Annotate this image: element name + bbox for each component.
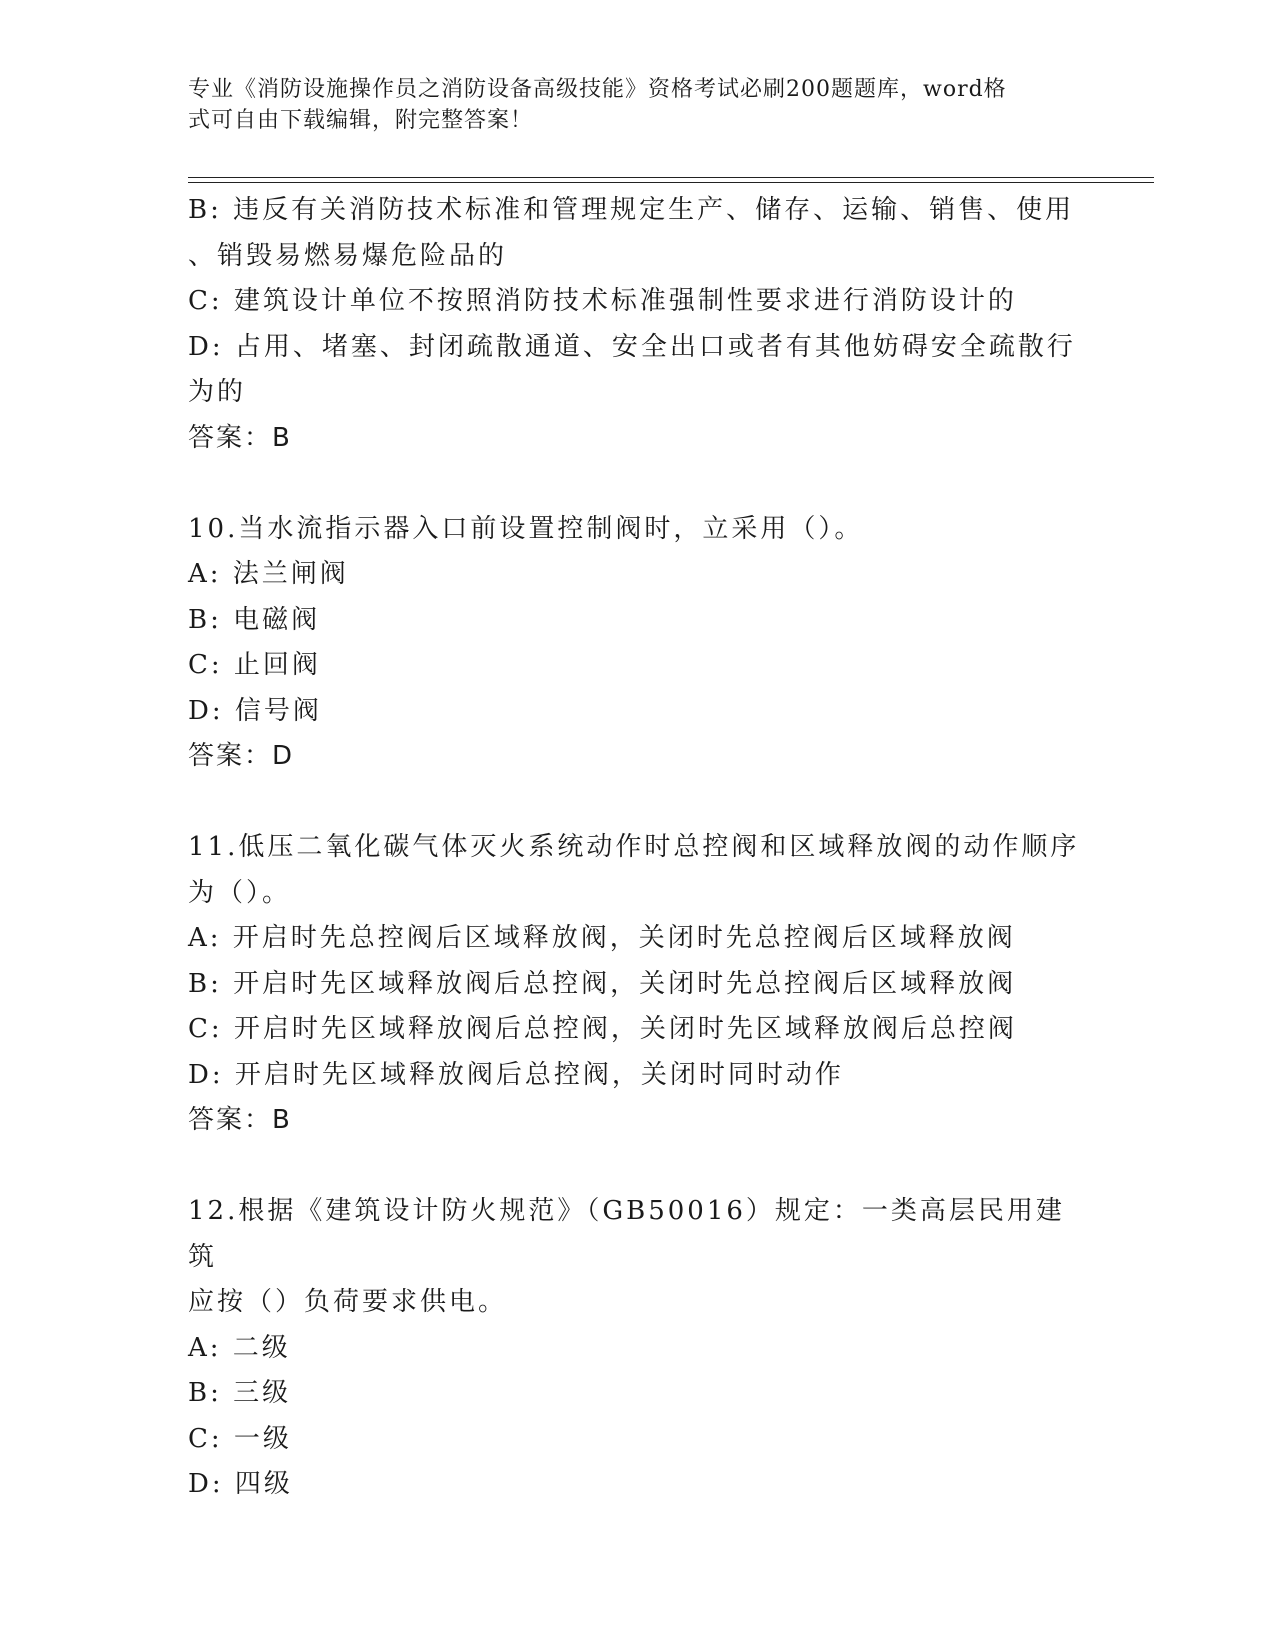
header-line-1: 专业《消防设施操作员之消防设备高级技能》资格考试必刷200题题库，word格 [188, 77, 1007, 102]
answer-line: 答案：D [188, 741, 295, 771]
option-c: C: 一级 [188, 1423, 292, 1454]
option-d-continued: 为的 [188, 377, 247, 407]
spacer [188, 780, 1088, 826]
option-d: D: 占用、堵塞、封闭疏散通道、安全出口或者有其他妨碍安全疏散行 [188, 331, 1076, 362]
prev-question-options [188, 188, 1088, 461]
question-12 [188, 1189, 1088, 1508]
answer-line: 答案：B [188, 422, 292, 453]
document-header [188, 74, 1068, 136]
option-d: D: 开启时先区域释放阀后总控阀，关闭时同时动作 [188, 1059, 844, 1090]
spacer [188, 1144, 1088, 1190]
option-a: A: 法兰闸阀 [188, 559, 349, 589]
header-rule-bottom [188, 182, 1154, 183]
question-11 [188, 825, 1088, 1144]
question-stem: 11.低压二氧化碳气体灭火系统动作时总控阀和区域释放阀的动作顺序 [188, 832, 1080, 862]
option-b: B: 三级 [188, 1378, 292, 1408]
option-d: D: 信号阀 [188, 695, 322, 726]
option-c: C: 止回阀 [188, 650, 321, 680]
option-a: A: 开启时先总控阀后区域释放阀，关闭时先总控阀后区域释放阀 [188, 923, 1016, 953]
option-b: B: 开启时先区域释放阀后总控阀，关闭时先总控阀后区域释放阀 [188, 968, 1017, 999]
header-rule-top [188, 177, 1154, 178]
answer-line: 答案：B [188, 1105, 292, 1135]
question-10 [188, 507, 1088, 780]
spacer [188, 461, 1088, 507]
document-body [188, 188, 1088, 1508]
question-stem-continued: 应按（）负荷要求供电。 [188, 1287, 508, 1317]
question-stem: 12.根据《建筑设计防火规范》（GB50016）规定：一类高层民用建筑 [188, 1196, 1065, 1272]
option-c: C: 开启时先区域释放阀后总控阀，关闭时先区域释放阀后总控阀 [188, 1014, 1017, 1044]
header-line-2: 式可自由下载编辑，附完整答案！ [188, 108, 534, 133]
question-stem: 10.当水流指示器入口前设置控制阀时，立采用（）。 [188, 513, 864, 544]
option-a: A: 二级 [188, 1332, 291, 1363]
option-b: B: 电磁阀 [188, 604, 321, 635]
option-b: B: 违反有关消防技术标准和管理规定生产、储存、运输、销售、使用 [188, 195, 1075, 225]
option-d: D: 四级 [188, 1469, 293, 1499]
option-b-continued: 、销毁易燃易爆危险品的 [188, 240, 508, 271]
question-stem-continued: 为（）。 [188, 877, 292, 908]
option-c: C: 建筑设计单位不按照消防技术标准强制性要求进行消防设计的 [188, 286, 1017, 316]
